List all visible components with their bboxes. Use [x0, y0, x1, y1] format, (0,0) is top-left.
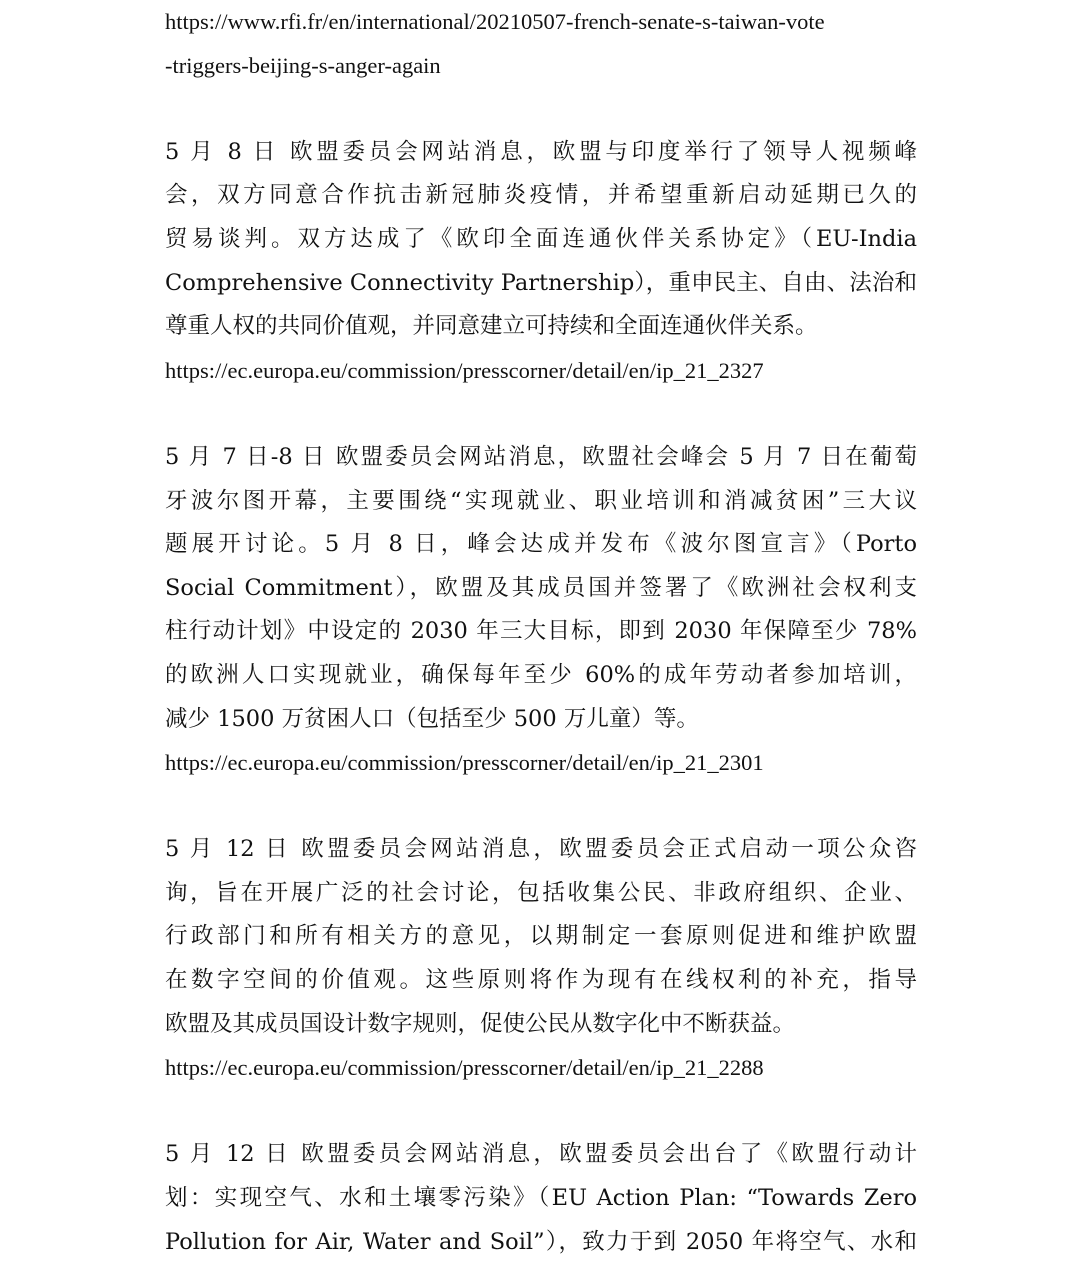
entry-text-line: 5 月 7 日-8 日 欧盟委员会网站消息，欧盟社会峰会 5 月 7 日在葡萄 [165, 443, 917, 470]
entry-text-line: 减少 1500 万贫困人口（包括至少 500 万儿童）等。 [165, 705, 699, 732]
entry-text-line: 柱行动计划》中设定的 2030 年三大目标，即到 2030 年保障至少 78% [165, 618, 917, 645]
entry-source-url: https://ec.europa.eu/commission/presscorner/detail/en/ip_21_2327 [165, 357, 764, 383]
news-entry [165, 131, 917, 393]
entry-source-url: https://ec.europa.eu/commission/presscorner/detail/en/ip_21_2301 [165, 750, 764, 776]
paragraph-gap [165, 87, 917, 131]
paragraph-gap [165, 1090, 917, 1134]
entry-text-line: 题展开讨论。5 月 8 日，峰会达成并发布《波尔图宣言》（Porto [165, 531, 917, 558]
entry-text-line: Pollution for Air, Water and Soil”），致力于到 2050 年将空气、水和 [165, 1228, 917, 1255]
entry-text-line: 牙波尔图开幕，主要围绕“实现就业、职业培训和消减贫困”三大议 [165, 487, 917, 514]
document-body [165, 0, 917, 1264]
entry-text-line: Comprehensive Connectivity Partnership），重申民主、自由、法治和 [165, 269, 917, 296]
entry-text-line: Social Commitment），欧盟及其成员国并签署了《欧洲社会权利支 [165, 574, 917, 601]
news-entry [165, 828, 917, 1090]
entry-text-line: 欧盟及其成员国设计数字规则，促使公民从数字化中不断获益。 [165, 1010, 796, 1037]
entry-text-line: 划：实现空气、水和土壤零污染》（EU Action Plan: “Towards Zero [165, 1185, 917, 1212]
entry-text-line: 5 月 12 日 欧盟委员会网站消息，欧盟委员会出台了《欧盟行动计 [165, 1141, 917, 1168]
entry-text-line: 5 月 8 日 欧盟委员会网站消息，欧盟与印度举行了领导人视频峰 [165, 138, 917, 165]
entry-text-line: 的欧洲人口实现就业，确保每年至少 60%的成年劳动者参加培训， [165, 661, 917, 688]
source-url-line: https://www.rfi.fr/en/international/20210507-french-senate-s-taiwan-vote [165, 9, 825, 34]
entry-text-line: 尊重人权的共同价值观，并同意建立可持续和全面连通伙伴关系。 [165, 313, 818, 340]
paragraph-gap [165, 785, 917, 829]
news-entry [165, 436, 917, 785]
entry-text-line: 在数字空间的价值观。这些原则将作为现有在线权利的补充，指导 [165, 967, 917, 994]
entry-source-url: https://ec.europa.eu/commission/presscorner/detail/en/ip_21_2288 [165, 1055, 764, 1081]
entry-text-line: 会，双方同意合作抗击新冠肺炎疫情，并希望重新启动延期已久的 [165, 182, 917, 209]
source-url-line: -triggers-beijing-s-anger-again [165, 52, 441, 78]
entry-text-line: 行政部门和所有相关方的意见，以期制定一套原则促进和维护欧盟 [165, 923, 917, 950]
entry-text-line: 5 月 12 日 欧盟委员会网站消息，欧盟委员会正式启动一项公众咨 [165, 836, 917, 863]
entry-text-line: 贸易谈判。双方达成了《欧印全面连通伙伴关系协定》（EU-India [165, 225, 917, 252]
entry-text-line: 询，旨在开展广泛的社会讨论，包括收集公民、非政府组织、企业、 [165, 879, 917, 906]
news-entry [165, 1133, 917, 1264]
paragraph-gap [165, 392, 917, 436]
